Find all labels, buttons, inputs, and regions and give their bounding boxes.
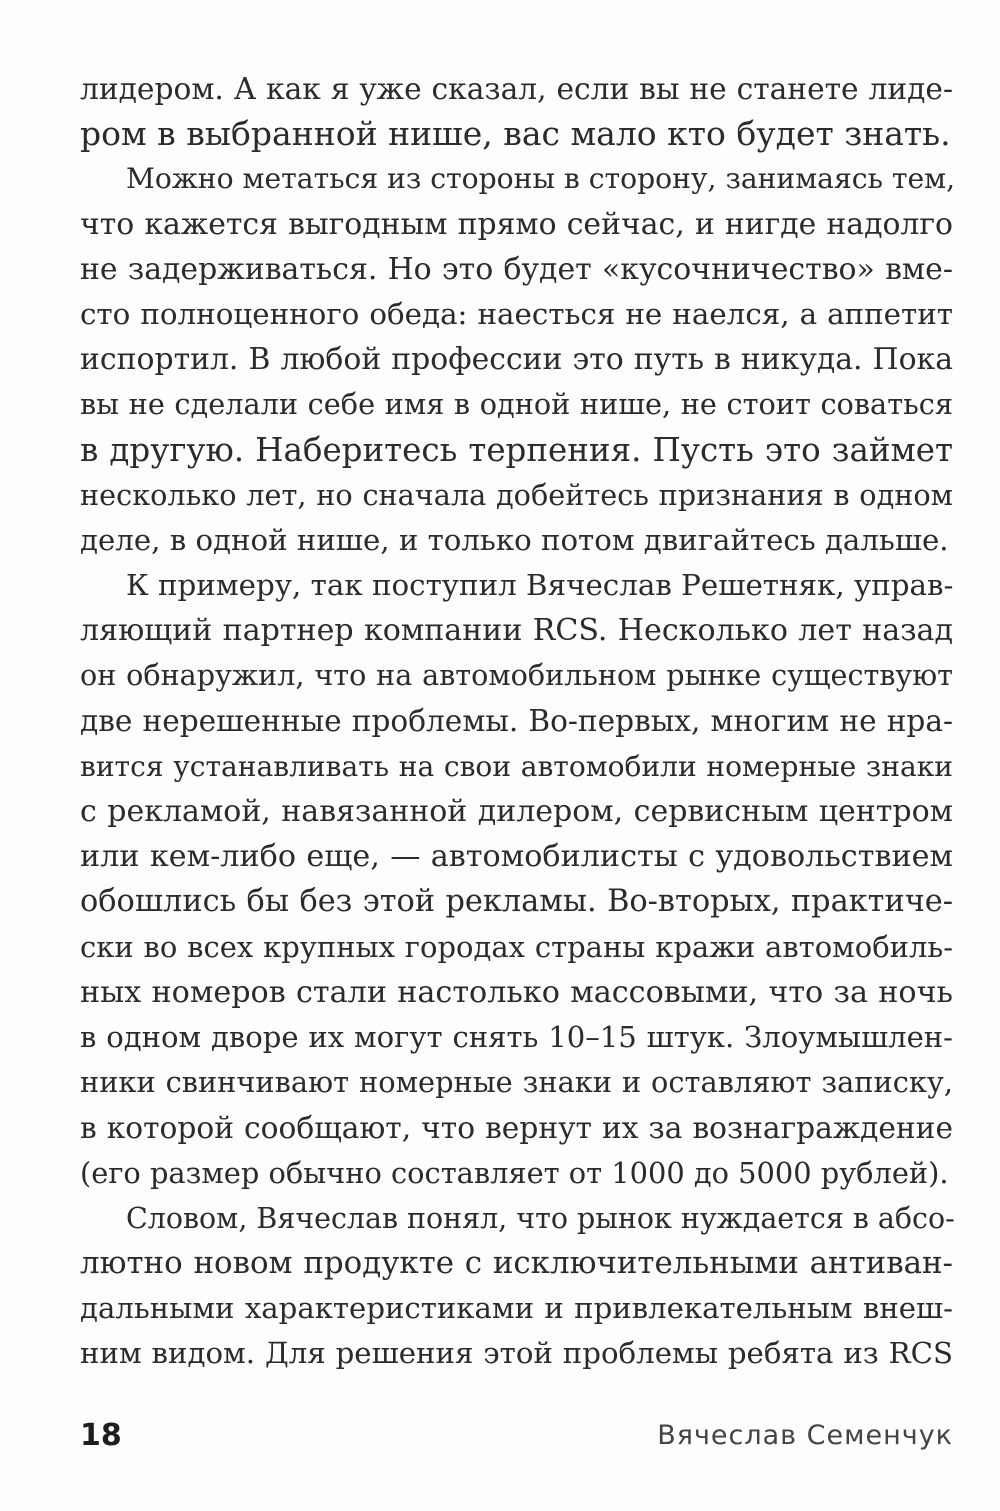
text-line: ники свинчивают номерные знаки и оставляют записку, xyxy=(80,1065,953,1100)
text-line: сто полноценного обеда: наесться не наелся, а аппетит xyxy=(80,296,953,331)
text-line: лютно новом продукте с исключительными антиван- xyxy=(80,1244,953,1281)
running-author: Вячеслав Семенчук xyxy=(657,1420,953,1451)
text-line: не задерживаться. Но это будет «кусочничество» вме- xyxy=(80,251,953,287)
text-line: он обнаружил, что на автомобильном рынке существуют xyxy=(80,658,953,693)
text-line: несколько лет, но сначала добейтесь признания в одном xyxy=(80,477,953,512)
text-line: с рекламой, навязанной дилером, сервисным центром xyxy=(80,794,953,829)
text-line: ром в выбранной нише, вас мало кто будет знать. xyxy=(80,114,951,154)
text-line: ски во всех крупных городах страны кражи автомобиль- xyxy=(80,929,953,964)
text-line: дальными характеристиками и привлекательным внеш- xyxy=(80,1291,953,1326)
text-line: (его размер обычно составляет от 1000 до 5000 рублей). xyxy=(80,1155,949,1190)
text-line: в одном дворе их могут снять 10–15 штук. Злоумышлен- xyxy=(80,1019,953,1054)
body-text xyxy=(80,66,956,1376)
page-number: 18 xyxy=(80,1418,122,1453)
text-line: испортил. В любой профессии это путь в никуда. Пока xyxy=(80,342,953,378)
text-line: Можно метаться из стороны в сторону, занимаясь тем, xyxy=(126,162,956,196)
text-line: вы не сделали себе имя в одной нише, не стоит соваться xyxy=(80,387,953,422)
text-line: или кем-либо еще, — автомобилисты с удовольствием xyxy=(80,839,953,875)
text-line: Словом, Вячеслав понял, что рынок нуждается в абсо- xyxy=(126,1201,955,1235)
text-line: деле, в одной нише, и только потом двигайтесь дальше. xyxy=(80,522,949,557)
page-footer xyxy=(80,1410,953,1460)
text-line: вится устанавливать на свои автомобили номерные знаки xyxy=(80,749,953,783)
text-line: ним видом. Для решения этой проблемы ребята из RCS xyxy=(80,1336,953,1371)
text-line: ляющий партнер компании RCS. Несколько лет назад xyxy=(80,613,953,649)
text-line: что кажется выгодным прямо сейчас, и нигде надолго xyxy=(80,206,953,242)
text-line: в другую. Наберитесь терпения. Пусть это займет xyxy=(80,430,953,469)
text-line: две нерешенные проблемы. Во-первых, многим не нра- xyxy=(80,703,953,738)
text-line: в которой сообщают, что вернут их за вознаграждение xyxy=(80,1110,953,1146)
text-line: ных номеров стали настолько массовыми, что за ночь xyxy=(80,974,953,1010)
text-line: обошлись бы без этой рекламы. Во-вторых, практиче- xyxy=(80,884,953,920)
text-line: лидером. А как я уже сказал, если вы не станете лиде- xyxy=(80,71,953,106)
text-line: К примеру, так поступил Вячеслав Решетняк, управ- xyxy=(126,568,954,603)
